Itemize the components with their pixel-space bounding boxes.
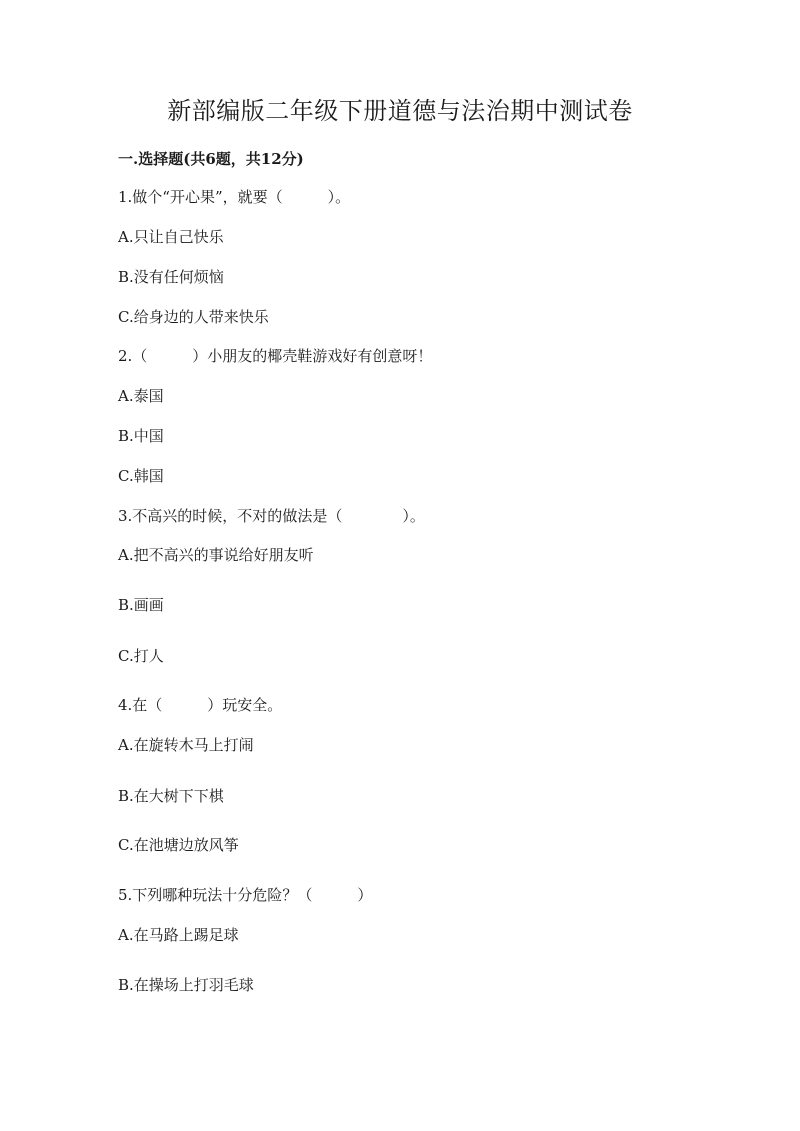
question-stem: 4.在（ ）玩安全。 bbox=[118, 696, 283, 714]
page-title: 新部编版二年级下册道德与法治期中测试卷 bbox=[167, 97, 633, 125]
answer-option: C.韩国 bbox=[118, 467, 164, 485]
answer-option: B.在大树下下棋 bbox=[118, 787, 224, 805]
answer-option: B.中国 bbox=[118, 427, 164, 445]
answer-option: B.在操场上打羽毛球 bbox=[118, 976, 254, 994]
answer-option: C.给身边的人带来快乐 bbox=[118, 308, 269, 326]
question-stem: 2.（ ）小朋友的椰壳鞋游戏好有创意呀！ bbox=[118, 347, 433, 365]
answer-option: B.画画 bbox=[118, 596, 164, 614]
answer-option: B.没有任何烦恼 bbox=[118, 268, 224, 286]
answer-option: C.在池塘边放风筝 bbox=[118, 836, 239, 854]
answer-option: A.泰国 bbox=[118, 387, 164, 405]
question-stem: 1.做个“开心果”，就要（ ）。 bbox=[118, 188, 351, 206]
question-stem: 5.下列哪种玩法十分危险？（ ） bbox=[118, 886, 373, 904]
answer-option: C.打人 bbox=[118, 647, 164, 665]
answer-option: A.把不高兴的事说给好朋友听 bbox=[118, 546, 314, 564]
answer-option: A.在马路上踢足球 bbox=[118, 926, 239, 944]
section-heading: 一.选择题(共6题，共12分) bbox=[118, 150, 304, 168]
answer-option: A.只让自己快乐 bbox=[118, 228, 224, 246]
answer-option: A.在旋转木马上打闹 bbox=[118, 736, 254, 754]
question-stem: 3.不高兴的时候，不对的做法是（ ）。 bbox=[118, 507, 425, 525]
